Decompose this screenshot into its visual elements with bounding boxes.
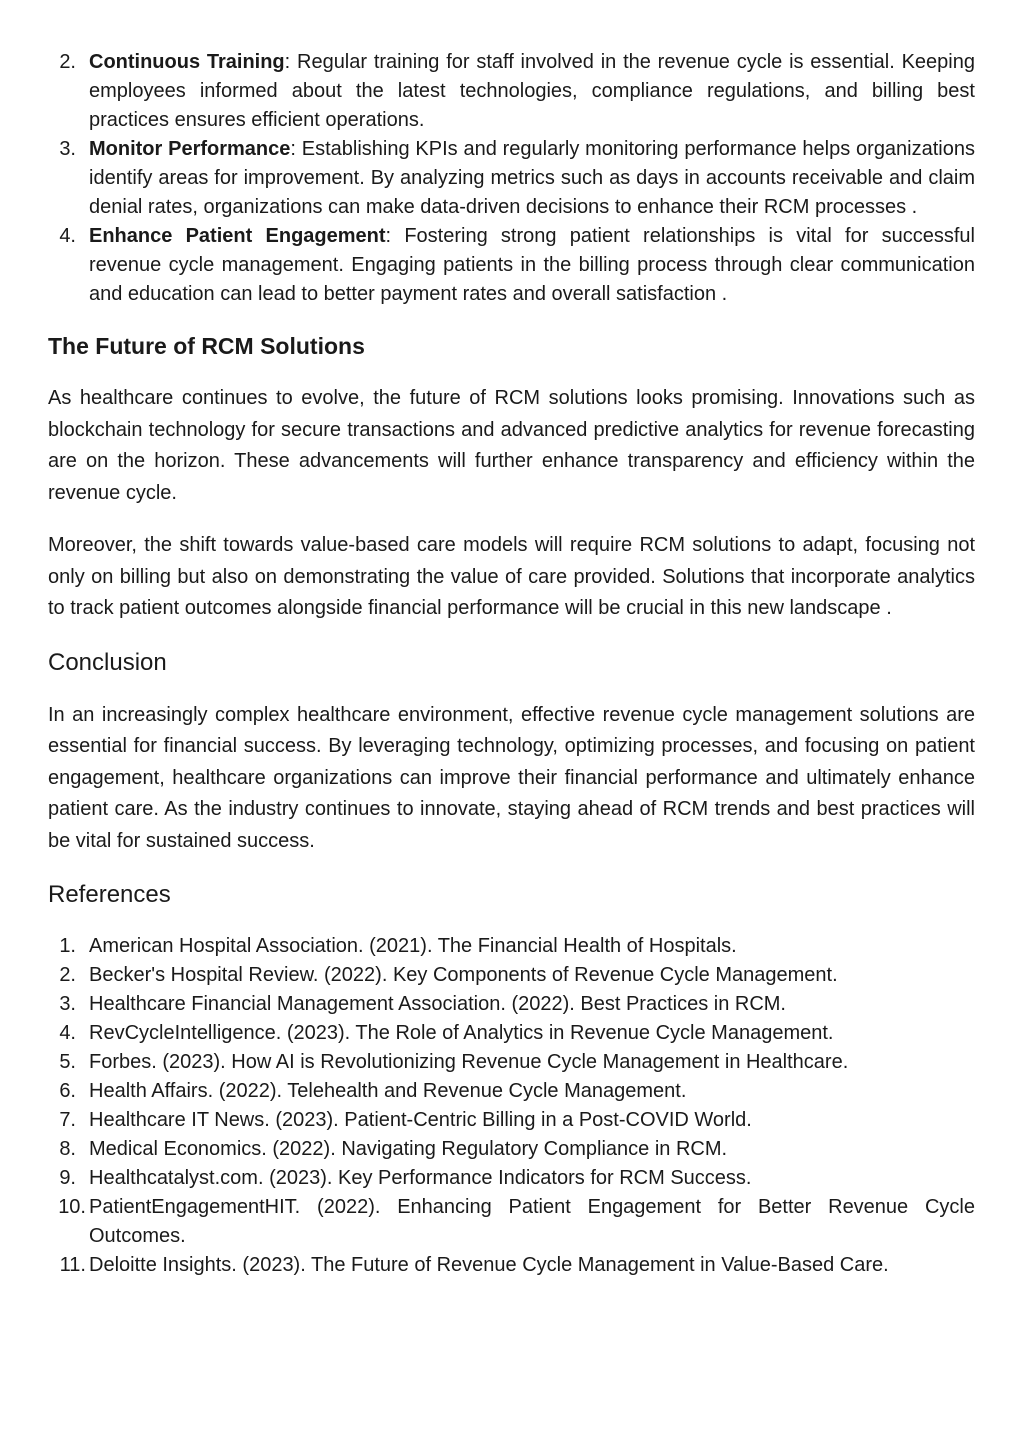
list-item-term: Enhance Patient Engagement (89, 225, 386, 247)
reference-text: Forbes. (2023). How AI is Revolutionizing Revenue Cycle Management in Healthcare. (89, 1051, 849, 1073)
future-paragraph-2: Moreover, the shift towards value-based care models will require RCM solutions to adapt, focusing not only on billing but also on demonstrating the value of care provided. Solutions that incorporate analytics to track patient outcomes alongside financial performance will be crucial in this new landscape . (48, 534, 975, 619)
reference-item (48, 990, 975, 1019)
reference-number: 3. (59, 993, 76, 1015)
reference-text: Health Affairs. (2022). Telehealth and Revenue Cycle Management. (89, 1080, 687, 1102)
reference-item (48, 1193, 975, 1251)
reference-number: 6. (59, 1080, 76, 1102)
conclusion-paragraph: In an increasingly complex healthcare environment, effective revenue cycle management solutions are essential for financial success. By leveraging technology, optimizing processes, and focusing on patient engagement, healthcare organizations can improve their financial performance and ultimately enhance patient care. As the industry continues to innovate, staying ahead of RCM trends and best practices will be vital for sustained success. (48, 703, 975, 852)
list-item (48, 48, 975, 135)
list-item-term: Monitor Performance (89, 138, 291, 160)
future-paragraph-1: As healthcare continues to evolve, the future of RCM solutions looks promising. Innovations such as blockchain technology for secure transactions and advanced predictive analytics for revenue forecasting are on the horizon. These advancements will further enhance transparency and efficiency within the revenue cycle. (48, 387, 975, 504)
references-list (48, 932, 975, 1280)
reference-item (48, 1048, 975, 1077)
reference-number: 10. (58, 1196, 86, 1218)
reference-item (48, 1164, 975, 1193)
list-item (48, 135, 975, 222)
reference-number: 5. (59, 1051, 76, 1073)
reference-number: 9. (59, 1167, 76, 1189)
reference-text: American Hospital Association. (2021). The Financial Health of Hospitals. (89, 935, 737, 957)
list-number: 4. (59, 225, 76, 247)
reference-item (48, 932, 975, 961)
list-number: 2. (59, 51, 76, 73)
reference-text: Healthcatalyst.com. (2023). Key Performance Indicators for RCM Success. (89, 1167, 752, 1189)
reference-item (48, 961, 975, 990)
reference-number: 2. (59, 964, 76, 986)
conclusion-heading: Conclusion (48, 648, 167, 676)
list-item-text: : Regular training for staff involved in the revenue cycle is essential. Keeping employees informed about the latest technologies, compliance regulations, and billing best practices ensures efficient operations. (89, 51, 975, 131)
list-item-text: : Fostering strong patient relationships is vital for successful revenue cycle management. Engaging patients in the billing process through clear communication and education can lead to better payment rates and overall satisfaction . (89, 225, 975, 305)
reference-number: 4. (59, 1022, 76, 1044)
list-item-text: : Establishing KPIs and regularly monitoring performance helps organizations identify areas for improvement. By analyzing metrics such as days in accounts receivable and claim denial rates, organizations can make data-driven decisions to enhance their RCM processes . (89, 138, 975, 218)
reference-item (48, 1135, 975, 1164)
list-item-term: Continuous Training (89, 51, 285, 73)
reference-item (48, 1077, 975, 1106)
reference-item (48, 1106, 975, 1135)
list-item (48, 222, 975, 309)
reference-item (48, 1251, 975, 1280)
reference-number: 7. (59, 1109, 76, 1131)
reference-text: RevCycleIntelligence. (2023). The Role of Analytics in Revenue Cycle Management. (89, 1022, 834, 1044)
reference-text: Healthcare IT News. (2023). Patient-Centric Billing in a Post-COVID World. (89, 1109, 752, 1131)
best-practices-list (48, 48, 975, 309)
reference-text: Becker's Hospital Review. (2022). Key Components of Revenue Cycle Management. (89, 964, 838, 986)
reference-number: 1. (59, 935, 76, 957)
references-heading: References (48, 881, 171, 908)
reference-text: Deloitte Insights. (2023). The Future of Revenue Cycle Management in Value-Based Care. (89, 1254, 889, 1276)
future-heading: The Future of RCM Solutions (48, 333, 365, 359)
reference-text: Medical Economics. (2022). Navigating Regulatory Compliance in RCM. (89, 1138, 728, 1160)
reference-text: PatientEngagementHIT. (2022). Enhancing Patient Engagement for Better Revenue Cycle Outcomes. (89, 1196, 975, 1247)
list-number: 3. (59, 138, 76, 160)
reference-number: 8. (59, 1138, 76, 1160)
reference-number: 11. (59, 1254, 86, 1276)
reference-text: Healthcare Financial Management Association. (2022). Best Practices in RCM. (89, 993, 786, 1015)
reference-item (48, 1019, 975, 1048)
